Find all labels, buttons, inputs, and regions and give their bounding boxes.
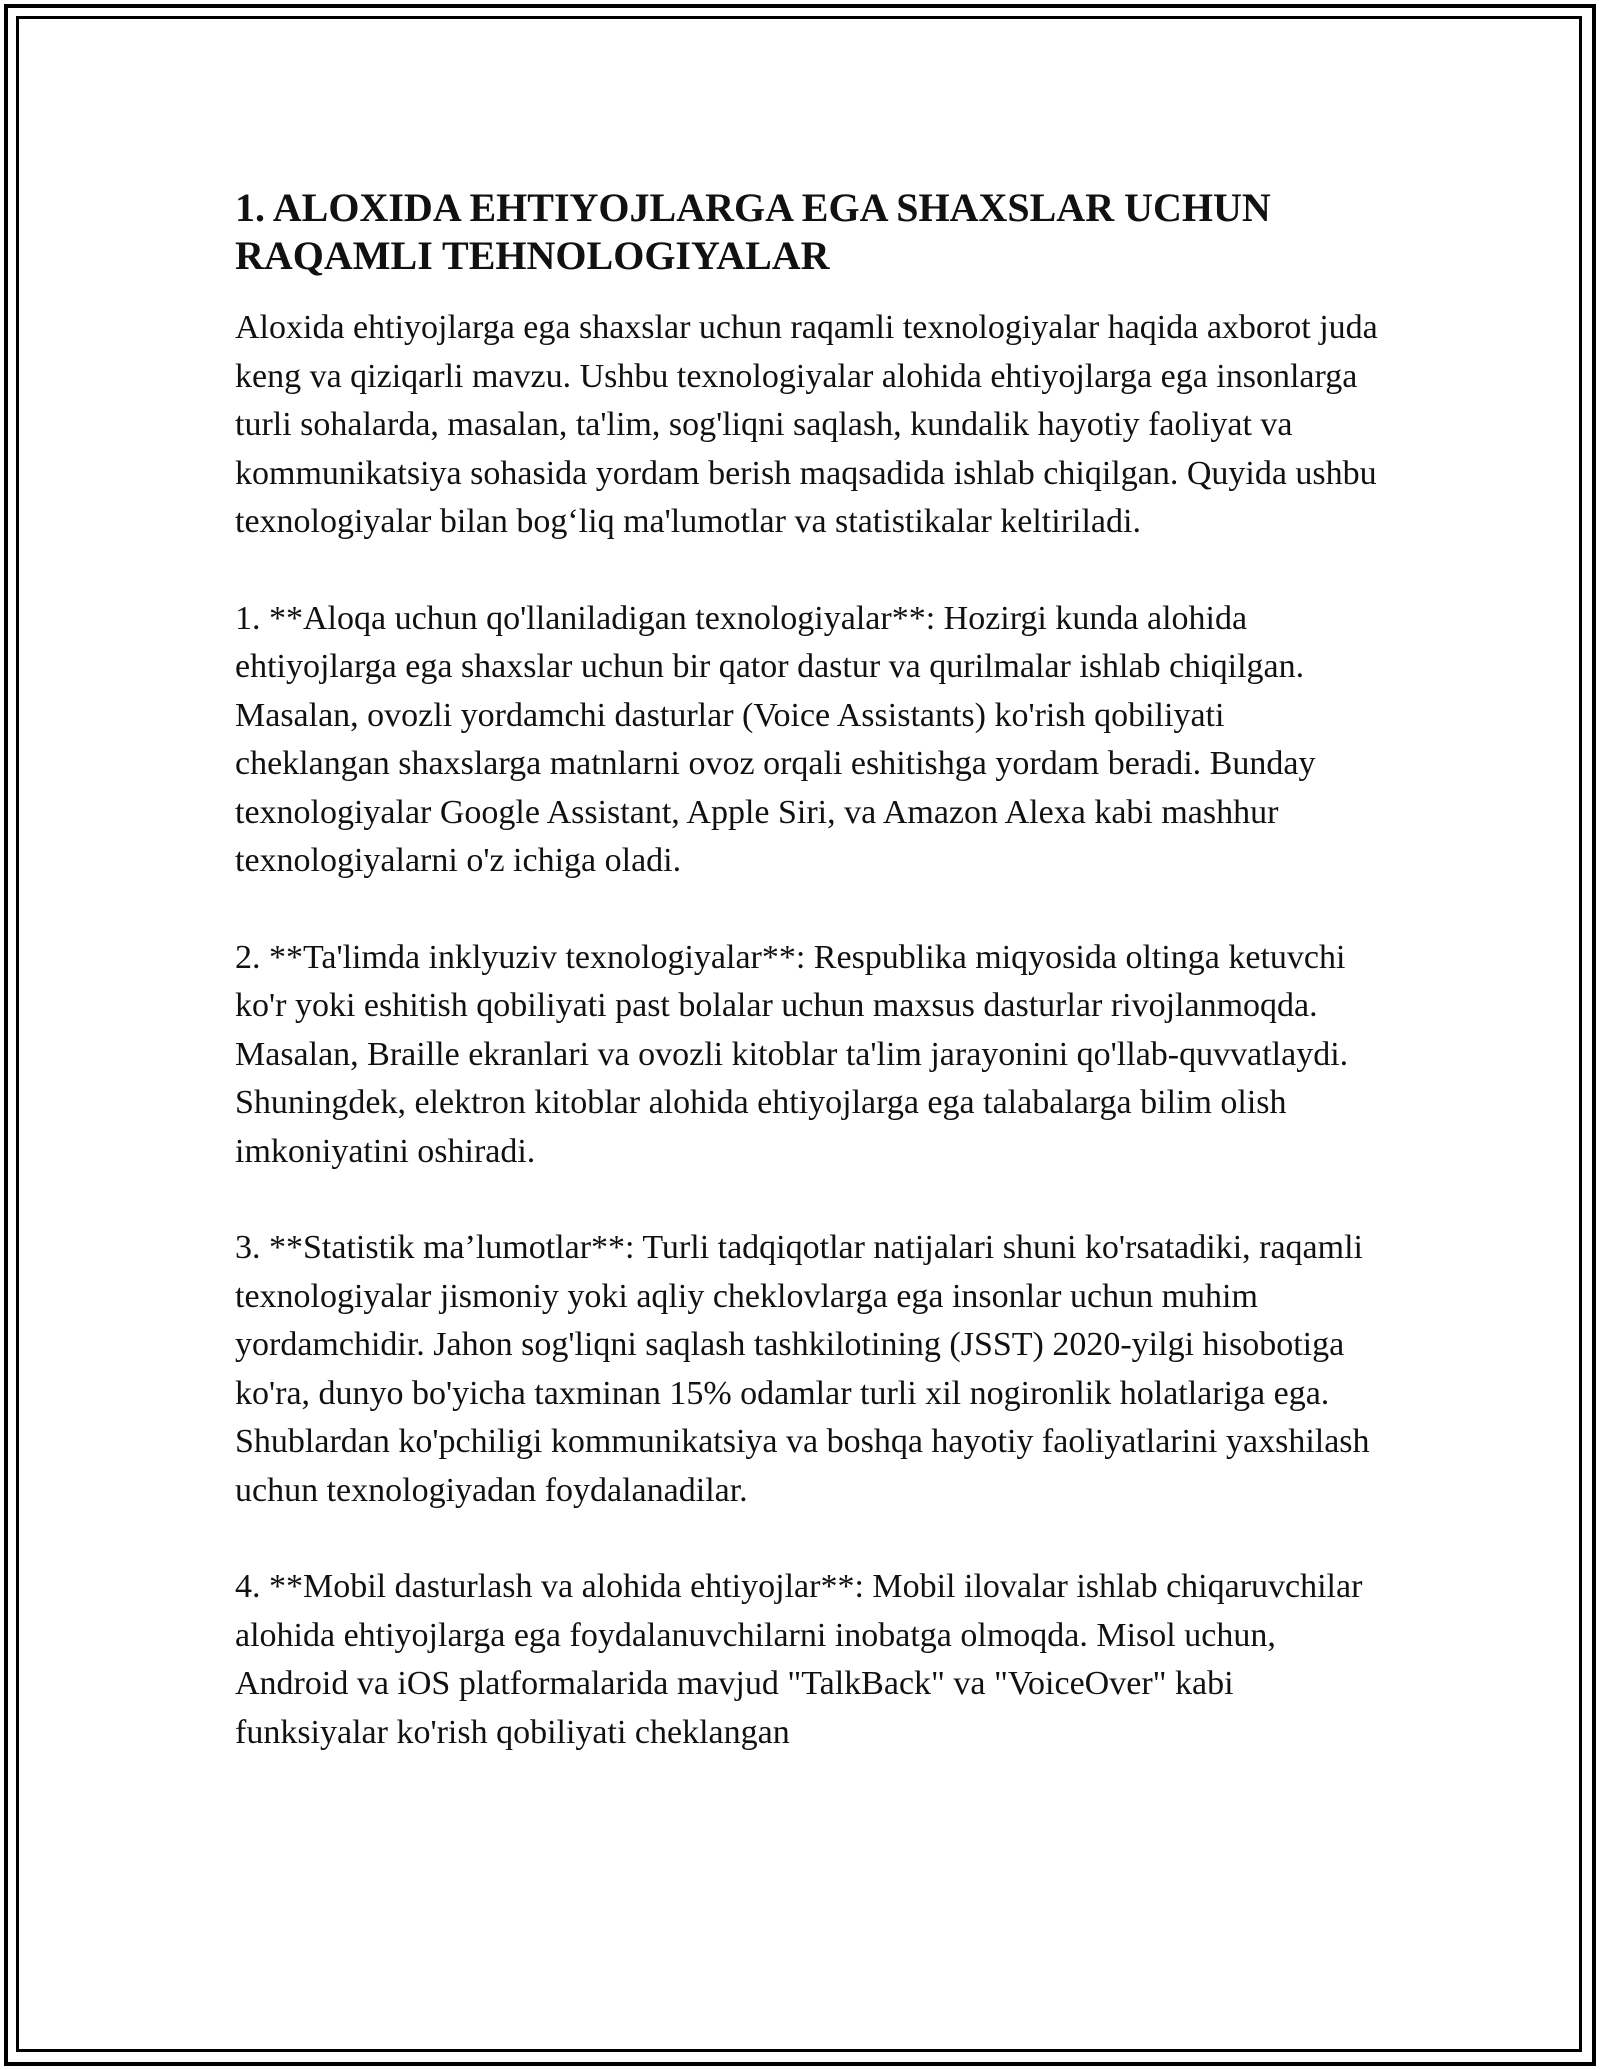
- document-title: 1. ALOXIDA EHTIYOJLARGA EGA SHAXSLAR UCHUN RAQAMLI TEHNOLOGIYALAR: [235, 185, 1271, 278]
- paragraph-mobile-development: 4. **Mobil dasturlash va alohida ehtiyojlar**: Mobil ilovalar ishlab chiqaruvchilar alohida ehtiyojlarga ega foydalanuvchilarni inobatga olmoqda. Misol uchun, Android va iOS platformalarida mavjud "TalkBack" va "VoiceOver" kabi funksiyalar ko'rish qobiliyati cheklangan: [235, 1568, 1363, 1751]
- paragraph-inclusive-education: 2. **Ta'limda inklyuziv texnologiyalar**: Respublika miqyosida oltinga ketuvchi ko'r yoki eshitish qobiliyati past bolalar uchun maxsus dasturlar rivojlanmoqda. Masalan, Braille ekranlari va ovozli kitoblar ta'lim jarayonini qo'llab-quvvatlaydi. Shuningdek, elektron kitoblar alohida ehtiyojlarga ega talabalarga bilim olish imkoniyatini oshiradi.: [235, 938, 1349, 1170]
- document-body: [235, 184, 1385, 1805]
- paragraph-statistics: 3. **Statistik ma’lumotlar**: Turli tadqiqotlar natijalari shuni ko'rsatadiki, raqamli texnologiyalar jismoniy yoki aqliy cheklovlarga ega insonlar uchun muhim yordamchidir. Jahon sog'liqni saqlash tashkilotining (JSST) 2020-yilgi hisobotiga ko'ra, dunyo bo'yicha taxminan 15% odamlar turli xil nogironlik holatlariga ega. Shublardan ko'pchiligi kommunikatsiya va boshqa hayotiy faoliyatlarini yaxshilash uchun texnologiyadan foydalanadilar.: [235, 1229, 1370, 1509]
- paragraph-intro: Aloxida ehtiyojlarga ega shaxslar uchun raqamli texnologiyalar haqida axborot juda keng va qiziqarli mavzu. Ushbu texnologiyalar alohida ehtiyojlarga ega insonlarga turli sohalarda, masalan, ta'lim, sog'liqni saqlash, kundalik hayotiy faoliyat va kommunikatsiya sohasida yordam berish maqsadida ishlab chiqilgan. Quyida ushbu texnologiyalar bilan bog‘liq ma'lumotlar va statistikalar keltiriladi.: [235, 309, 1378, 540]
- paragraph-communication-tech: 1. **Aloqa uchun qo'llaniladigan texnologiyalar**: Hozirgi kunda alohida ehtiyojlarga ega shaxslar uchun bir qator dastur va qurilmalar ishlab chiqilgan. Masalan, ovozli yordamchi dasturlar (Voice Assistants) ko'rish qobiliyati cheklangan shaxslarga matnlarni ovoz orqali eshitishga yordam beradi. Bunday texnologiyalar Google Assistant, Apple Siri, va Amazon Alexa kabi mashhur texnologiyalarni o'z ichiga oladi.: [235, 599, 1316, 879]
